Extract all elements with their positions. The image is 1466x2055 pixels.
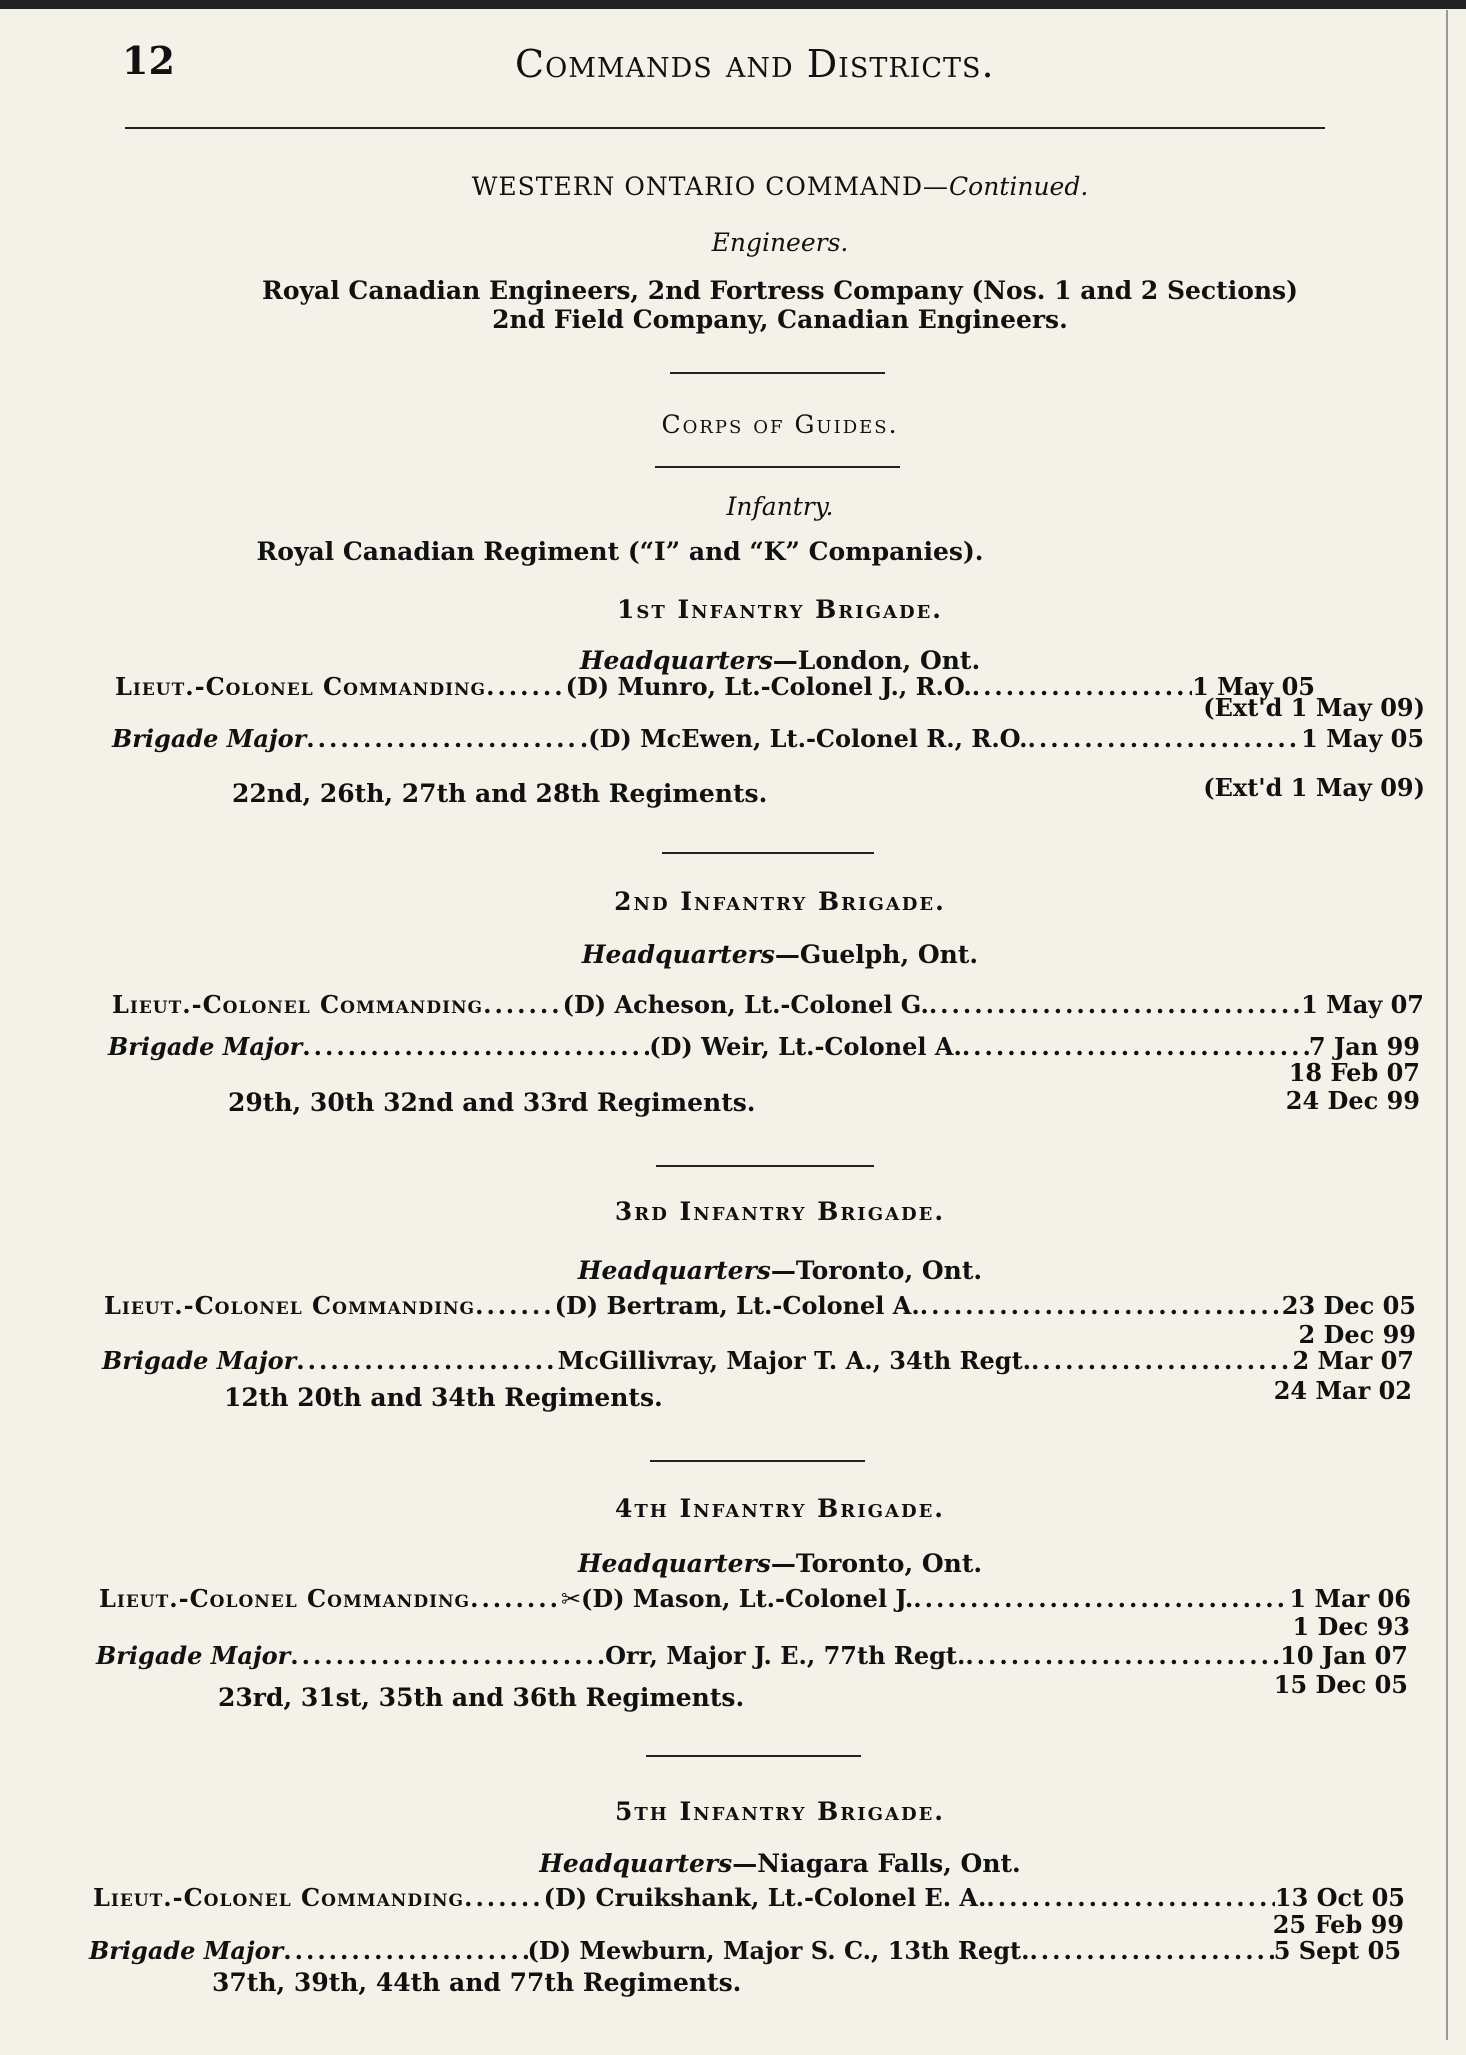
section-title: WESTERN ONTARIO COMMAND—Continued. <box>471 172 1089 201</box>
brigade-regiments: 37th, 39th, 44th and 77th Regiments. <box>212 1968 742 1997</box>
officer-row: Brigade Major ..... (D) Weir, Lt.-Colonel A. ..... 7 Jan 99 <box>108 1032 1420 1061</box>
officer-row: Lieut.-Colonel Commanding ....... (D) Acheson, Lt.-Colonel G. ..... 1 May 07 <box>112 990 1424 1019</box>
officer-row: Brigade Major ..... .(D) McEwen, Lt.-Colonel R., R.O. ..... 1 May 05 <box>112 724 1424 753</box>
divider <box>662 852 874 854</box>
appointment-date: 2 Dec 99 <box>1298 1320 1416 1349</box>
appointment-date: 25 Feb 99 <box>1272 1910 1404 1939</box>
officer-row: Brigade Major ..... (D) Mewburn, Major S. C., 13th Regt. ..... 5 Sept 05 <box>89 1936 1401 1965</box>
brigade-regiments: 22nd, 26th, 27th and 28th Regiments. <box>232 779 768 808</box>
scan-top-edge <box>0 0 1466 9</box>
appointment-date: 24 Dec 99 <box>1285 1086 1420 1115</box>
officer-row: Brigade Major ..... Orr, Major J. E., 77th Regt. ..... 10 Jan 07 <box>96 1641 1408 1670</box>
brigade-title: 4th Infantry Brigade. <box>614 1494 946 1523</box>
brigade-headquarters: Headquarters—Niagara Falls, Ont. <box>539 1849 1021 1878</box>
infantry-heading: Infantry. <box>726 492 834 521</box>
divider <box>670 372 885 374</box>
appointment-date: 15 Dec 05 <box>1273 1670 1408 1699</box>
page-number: 12 <box>122 38 175 83</box>
header-rule <box>125 127 1325 129</box>
divider <box>656 1165 874 1167</box>
officer-row: Lieut.-Colonel Commanding ....... (D) Cruikshank, Lt.-Colonel E. A. ..... 13 Oct 05 <box>93 1883 1405 1912</box>
officer-row: Brigade Major ..... McGillivray, Major T. A., 34th Regt. ..... 2 Mar 07 <box>102 1346 1414 1375</box>
brigade-regiments: 12th 20th and 34th Regiments. <box>224 1383 663 1412</box>
brigade-headquarters: Headquarters—London, Ont. <box>579 646 981 675</box>
brigade-headquarters: Headquarters—Toronto, Ont. <box>577 1256 983 1285</box>
officer-row: Lieut.-Colonel Commanding ........ ✂ (D) Mason, Lt.-Colonel J. ..... 1 Mar 06 <box>99 1584 1411 1613</box>
scan-right-edge <box>1446 10 1448 2040</box>
brigade-headquarters: Headquarters—Guelph, Ont. <box>581 940 979 969</box>
appointment-date: 24 Mar 02 <box>1273 1376 1412 1405</box>
brigade-regiments: 29th, 30th 32nd and 33rd Regiments. <box>228 1088 756 1117</box>
brigade-title: 2nd Infantry Brigade. <box>614 887 946 916</box>
appointment-date: 1 Dec 93 <box>1292 1612 1410 1641</box>
extension-note: (Ext'd 1 May 09) <box>1203 693 1425 722</box>
appointment-date: 18 Feb 07 <box>1288 1058 1420 1087</box>
brigade-title: 5th Infantry Brigade. <box>614 1797 946 1826</box>
guides-heading: Corps of Guides. <box>661 410 899 439</box>
engineers-heading: Engineers. <box>711 228 849 257</box>
divider <box>646 1755 861 1757</box>
engineers-units: Royal Canadian Engineers, 2nd Fortress Company (Nos. 1 and 2 Sections) 2nd Field Company, Canadian Engineers. <box>262 276 1298 334</box>
running-title: Commands and Districts. <box>515 42 995 86</box>
brigade-headquarters: Headquarters—Toronto, Ont. <box>577 1549 983 1578</box>
infantry-units: Royal Canadian Regiment (“I” and “K” Companies). <box>256 537 984 566</box>
extension-note: (Ext'd 1 May 09) <box>1203 773 1425 802</box>
divider <box>655 466 900 468</box>
brigade-regiments: 23rd, 31st, 35th and 36th Regiments. <box>218 1683 745 1712</box>
officer-row: Lieut.-Colonel Commanding ....... (D) Bertram, Lt.-Colonel A. ..... 23 Dec 05 <box>104 1291 1416 1320</box>
brigade-title: 3rd Infantry Brigade. <box>614 1197 946 1226</box>
brigade-title: 1st Infantry Brigade. <box>616 595 944 624</box>
officer-row: Lieut.-Colonel Commanding ....... (D) Munro, Lt.-Colonel J., R.O. ..... 1 May 05 <box>115 672 1315 701</box>
divider <box>650 1460 865 1462</box>
scissors-icon: ✂ <box>560 1585 582 1613</box>
